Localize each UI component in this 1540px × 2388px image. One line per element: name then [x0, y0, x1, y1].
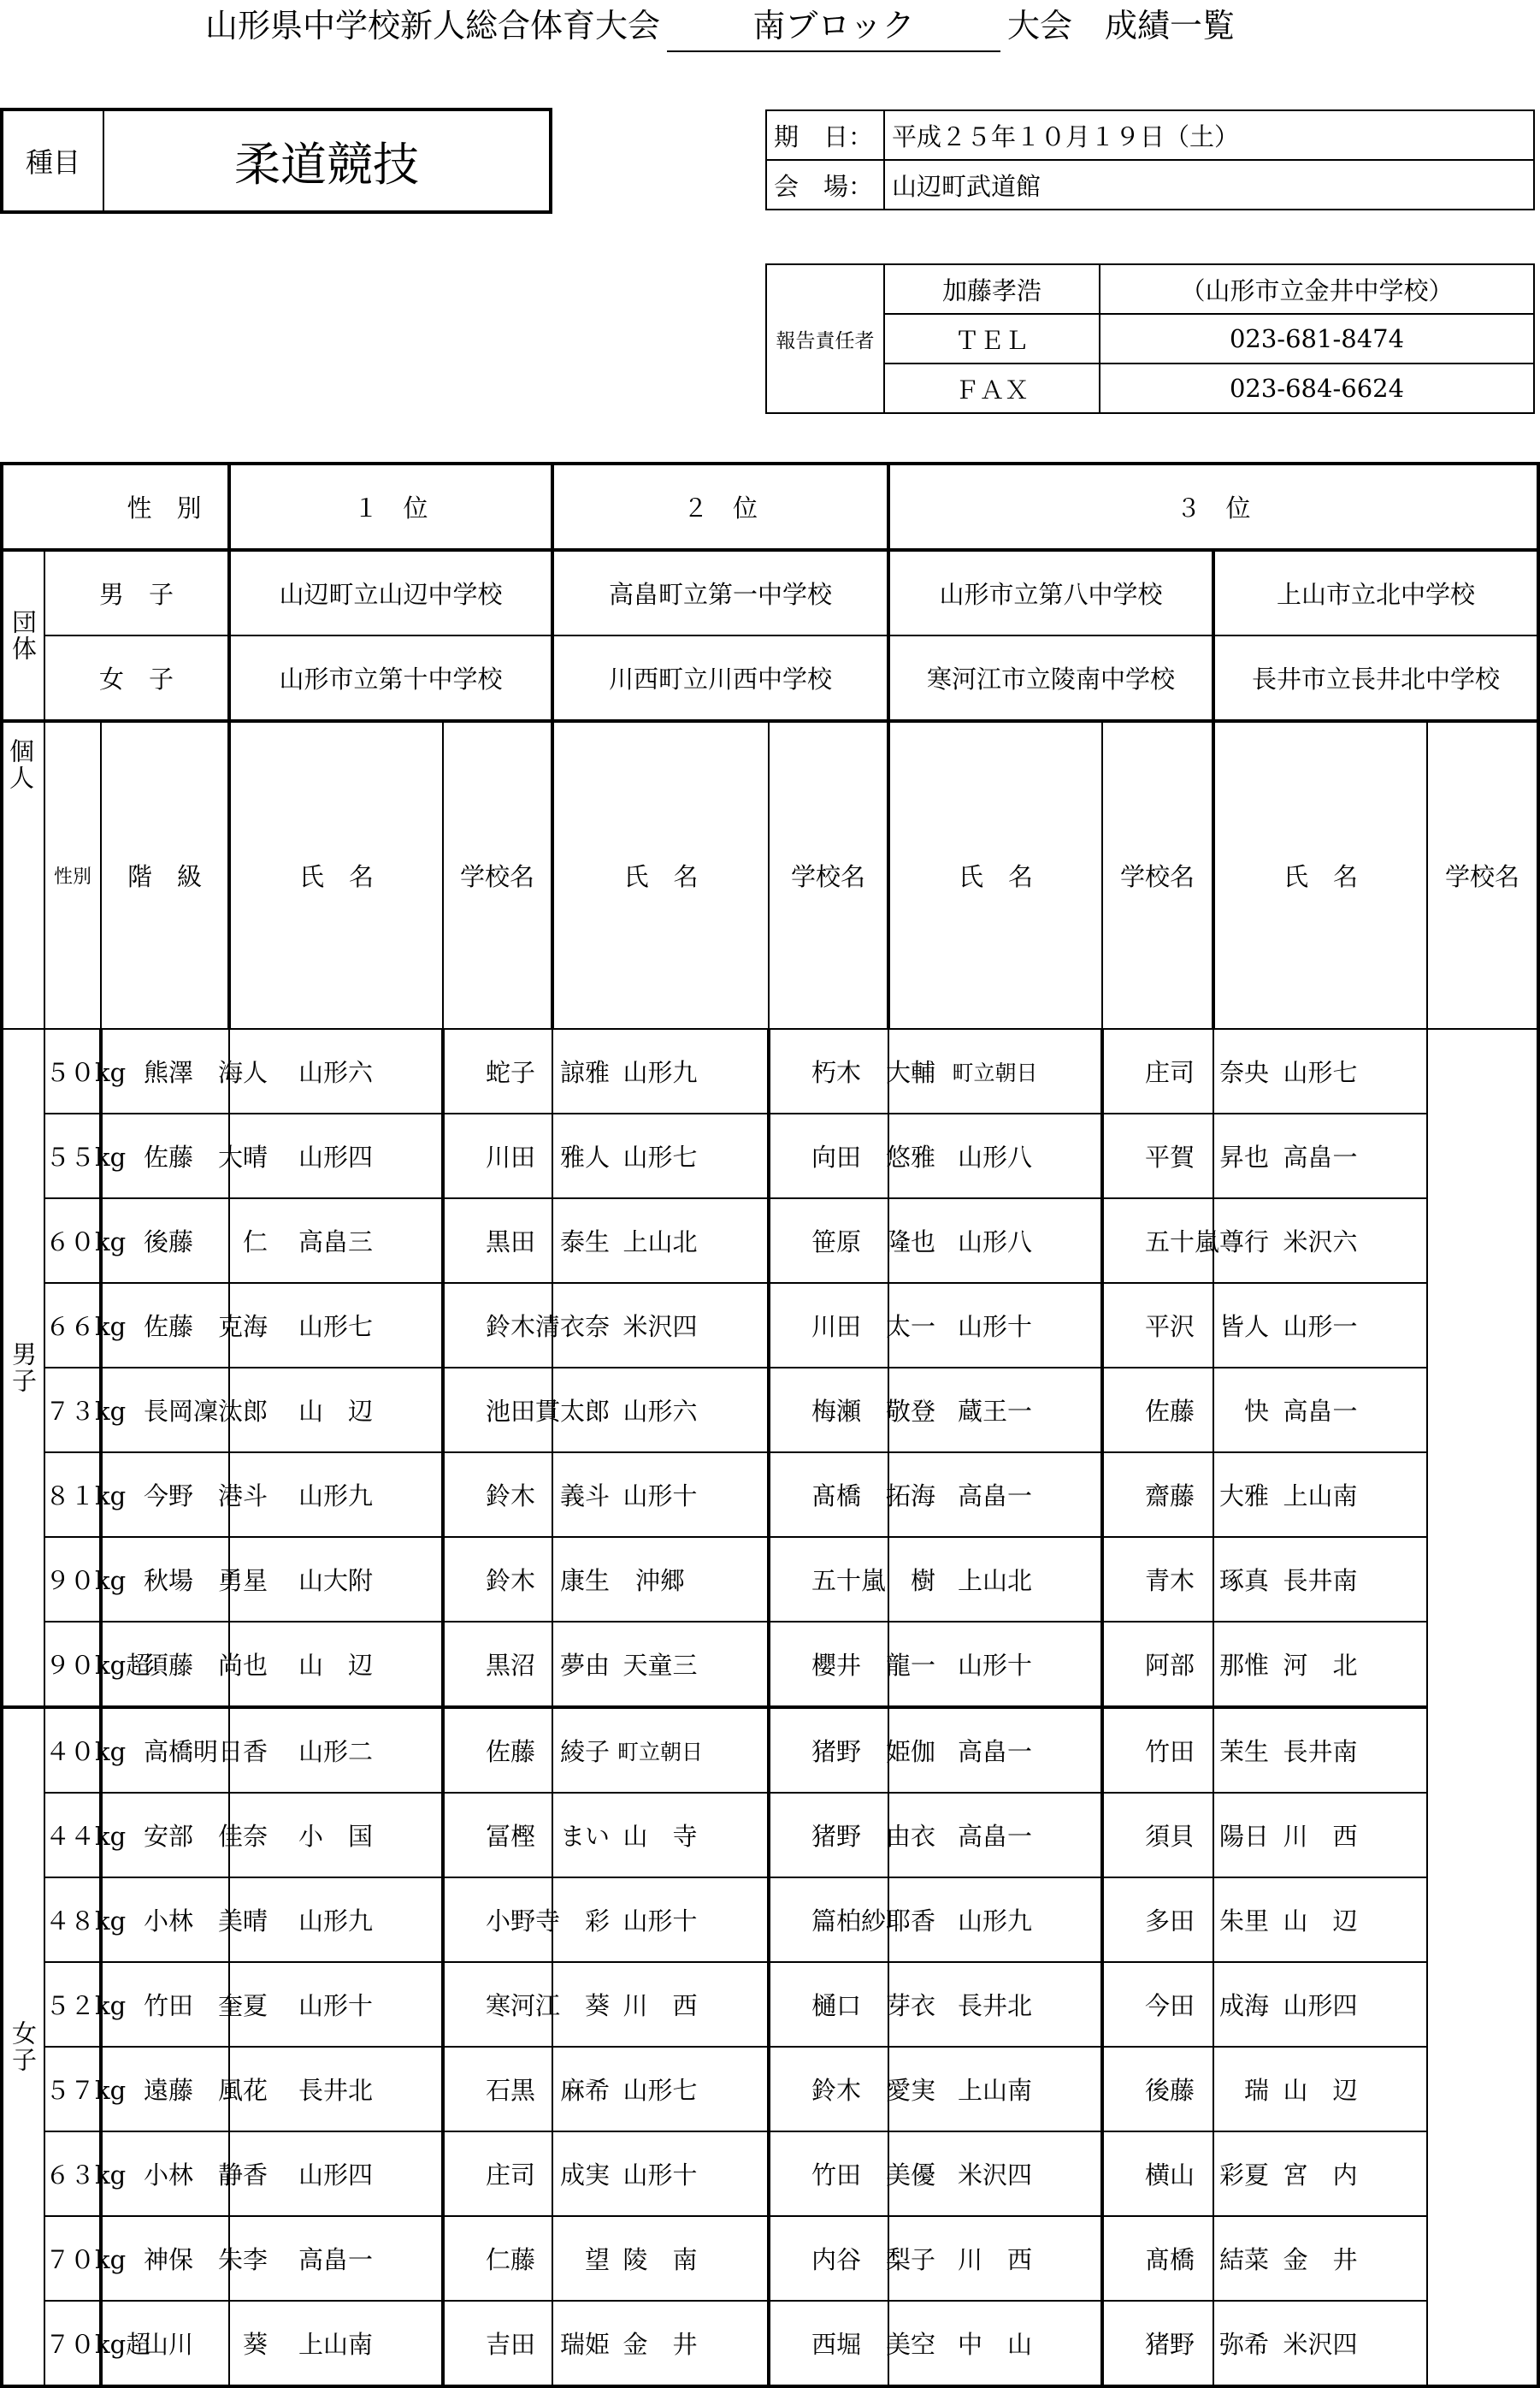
athlete-school: 山形十	[229, 1962, 443, 2047]
athlete-school: 山形十	[552, 2131, 769, 2216]
weight-class: ４０kg	[44, 1707, 101, 1793]
athlete-name: 高橋明日香	[101, 1707, 229, 1793]
reporter-label: 報告責任者	[766, 264, 884, 413]
weight-class: ７３kg	[44, 1368, 101, 1452]
result-row	[2, 1452, 1538, 1537]
athlete-name: 鈴木清衣奈	[443, 1283, 552, 1368]
athlete-name: 内谷 梨子	[769, 2216, 888, 2301]
individual-label: 個人	[2, 721, 44, 1029]
tel-number: 023-681-8474	[1100, 314, 1534, 364]
athlete-school: 宮 内	[1213, 2131, 1427, 2216]
title-block: 南ブロック	[667, 1, 1000, 52]
athlete-name: 蛇子 諒雅	[443, 1029, 552, 1114]
athlete-name: 池田貫太郎	[443, 1368, 552, 1452]
col-school-3b: 学校名	[1427, 721, 1538, 1029]
athlete-name: 後藤 瑞	[1102, 2047, 1213, 2131]
athlete-school: 町立朝日	[552, 1707, 769, 1793]
athlete-name: 遠藤 風花	[101, 2047, 229, 2131]
athlete-school: 山形六	[229, 1029, 443, 1114]
athlete-name: 今野 港斗	[101, 1452, 229, 1537]
athlete-school: 山形六	[552, 1368, 769, 1452]
weight-class: ９０kg	[44, 1537, 101, 1622]
athlete-school: 上山南	[888, 2047, 1102, 2131]
athlete-name: 阿部 那惟	[1102, 1622, 1213, 1707]
col-name-3b: 氏 名	[1213, 721, 1427, 1029]
weight-class: ５７kg	[44, 2047, 101, 2131]
athlete-school: 山形四	[229, 2131, 443, 2216]
athlete-school: 米沢四	[888, 2131, 1102, 2216]
athlete-name: 青木 琢真	[1102, 1537, 1213, 1622]
header-second: ２ 位	[552, 464, 888, 550]
col-school-3a: 学校名	[1102, 721, 1213, 1029]
weight-class: ６０kg	[44, 1198, 101, 1283]
athlete-name: 朽木 大輔	[769, 1029, 888, 1114]
athlete-name: 笹原 隆也	[769, 1198, 888, 1283]
event-value: 柔道競技	[234, 137, 419, 192]
result-row	[2, 1029, 1538, 1114]
athlete-school: 高畠一	[1213, 1114, 1427, 1198]
team-girls-3a: 寒河江市立陵南中学校	[888, 635, 1213, 721]
team-girls-label: 女 子	[44, 635, 229, 721]
athlete-name: 篇柏紗耶香	[769, 1877, 888, 1962]
athlete-school: 山形十	[552, 1452, 769, 1537]
athlete-school: 長井北	[888, 1962, 1102, 2047]
athlete-name: 熊澤 海人	[101, 1029, 229, 1114]
athlete-name: 鈴木 義斗	[443, 1452, 552, 1537]
reporter-box	[765, 263, 1535, 414]
venue-label: 会 場：	[766, 160, 884, 210]
athlete-name: 庄司 成実	[443, 2131, 552, 2216]
fax-label: ＦＡＸ	[884, 364, 1100, 413]
result-row	[2, 1198, 1538, 1283]
athlete-name: 佐藤 快	[1102, 1368, 1213, 1452]
athlete-name: 鈴木 康生	[443, 1537, 552, 1622]
girls-gender-label: 女子	[2, 1707, 44, 2386]
athlete-school: 山 辺	[229, 1622, 443, 1707]
weight-class: ５５kg	[44, 1114, 101, 1198]
athlete-name: 神保 朱李	[101, 2216, 229, 2301]
athlete-school: 米沢四	[552, 1283, 769, 1368]
athlete-school: 上山南	[1213, 1452, 1427, 1537]
col-name-2: 氏 名	[552, 721, 769, 1029]
athlete-school: 山形七	[1213, 1029, 1427, 1114]
athlete-school: 長井北	[229, 2047, 443, 2131]
page-title	[205, 0, 1402, 51]
weight-class: ６３kg	[44, 2131, 101, 2216]
athlete-name: 後藤 仁	[101, 1198, 229, 1283]
event-label: 種目	[3, 111, 103, 210]
result-row	[2, 2131, 1538, 2216]
athlete-school: 天童三	[552, 1622, 769, 1707]
athlete-name: 櫻井 龍一	[769, 1622, 888, 1707]
athlete-school: 山 辺	[229, 1368, 443, 1452]
col-name-3a: 氏 名	[888, 721, 1102, 1029]
athlete-school: 金 井	[1213, 2216, 1427, 2301]
info-box	[765, 109, 1535, 210]
team-girls-2: 川西町立川西中学校	[552, 635, 888, 721]
athlete-school: 高畠一	[229, 2216, 443, 2301]
tel-label: ＴＥＬ	[884, 314, 1100, 364]
athlete-school: 町立朝日	[888, 1029, 1102, 1114]
athlete-name: 鈴木 愛実	[769, 2047, 888, 2131]
team-boys-1: 山辺町立山辺中学校	[229, 550, 552, 635]
athlete-name: 佐藤 大晴	[101, 1114, 229, 1198]
athlete-school: 山形八	[888, 1114, 1102, 1198]
team-label: 団体	[2, 550, 44, 721]
athlete-school: 山形九	[552, 1029, 769, 1114]
athlete-name: 今田 成海	[1102, 1962, 1213, 2047]
team-boys-label: 男 子	[44, 550, 229, 635]
athlete-name: 猪野 姫伽	[769, 1707, 888, 1793]
athlete-name: 小林 静香	[101, 2131, 229, 2216]
athlete-name: 猪野 弥希	[1102, 2301, 1213, 2386]
venue-value: 山辺町武道館	[884, 160, 1534, 210]
athlete-name: 横山 彩夏	[1102, 2131, 1213, 2216]
results-table	[0, 462, 1537, 2359]
team-boys-2: 高畠町立第一中学校	[552, 550, 888, 635]
athlete-school: 陵 南	[552, 2216, 769, 2301]
athlete-school: 高畠三	[229, 1198, 443, 1283]
athlete-name: 竹田 茉生	[1102, 1707, 1213, 1793]
athlete-name: 向田 悠雅	[769, 1114, 888, 1198]
athlete-name: 小野寺 彩	[443, 1877, 552, 1962]
athlete-school: 山 寺	[552, 1793, 769, 1877]
athlete-school: 山形十	[552, 1877, 769, 1962]
title-suffix: 大会 成績一覧	[1007, 7, 1236, 44]
result-row	[2, 1877, 1538, 1962]
athlete-school: 中 山	[888, 2301, 1102, 2386]
result-row	[2, 1368, 1538, 1452]
reporter-school: （山形市立金井中学校）	[1100, 264, 1534, 314]
athlete-name: 佐藤 克海	[101, 1283, 229, 1368]
weight-class: ７０kg超	[44, 2301, 101, 2386]
result-row	[2, 1707, 1538, 1793]
fax-number: 023-684-6624	[1100, 364, 1534, 413]
athlete-name: 竹田 奎夏	[101, 1962, 229, 2047]
athlete-school: 山形七	[229, 1283, 443, 1368]
athlete-school: 山形一	[1213, 1283, 1427, 1368]
athlete-school: 米沢四	[1213, 2301, 1427, 2386]
weight-class: ５２kg	[44, 1962, 101, 2047]
result-row	[2, 2047, 1538, 2131]
athlete-school: 山形九	[229, 1452, 443, 1537]
date-value: 平成２５年１０月１９日（土）	[884, 110, 1534, 160]
team-boys-3b: 上山市立北中学校	[1213, 550, 1538, 635]
result-row	[2, 2216, 1538, 2301]
athlete-name: 平賀 昇也	[1102, 1114, 1213, 1198]
athlete-school: 長井南	[1213, 1707, 1427, 1793]
athlete-name: 小林 美晴	[101, 1877, 229, 1962]
athlete-name: 西堀 美空	[769, 2301, 888, 2386]
col-school-1: 学校名	[443, 721, 552, 1029]
athlete-school: 山 辺	[1213, 2047, 1427, 2131]
athlete-name: 川田 雅人	[443, 1114, 552, 1198]
athlete-name: 須藤 尚也	[101, 1622, 229, 1707]
athlete-name: 五十嵐 樹	[769, 1537, 888, 1622]
reporter-name: 加藤孝浩	[884, 264, 1100, 314]
athlete-name: 猪野 由衣	[769, 1793, 888, 1877]
athlete-name: 庄司 奈央	[1102, 1029, 1213, 1114]
athlete-school: 川 西	[552, 1962, 769, 2047]
result-row	[2, 1537, 1538, 1622]
boys-gender-label: 男子	[2, 1029, 44, 1707]
athlete-school: 高畠一	[888, 1793, 1102, 1877]
athlete-name: 五十嵐尊行	[1102, 1198, 1213, 1283]
athlete-name: 佐藤 綾子	[443, 1707, 552, 1793]
athlete-school: 上山北	[888, 1537, 1102, 1622]
athlete-school: 高畠一	[888, 1452, 1102, 1537]
athlete-school: 上山南	[229, 2301, 443, 2386]
col-gender: 性別	[44, 721, 101, 1029]
athlete-name: 平沢 皆人	[1102, 1283, 1213, 1368]
athlete-name: 多田 朱里	[1102, 1877, 1213, 1962]
team-girls-1: 山形市立第十中学校	[229, 635, 552, 721]
weight-class: ４４kg	[44, 1793, 101, 1877]
athlete-name: 竹田 美優	[769, 2131, 888, 2216]
weight-class: ６６kg	[44, 1283, 101, 1368]
athlete-school: 米沢六	[1213, 1198, 1427, 1283]
athlete-school: 山 辺	[1213, 1877, 1427, 1962]
weight-class: ４８kg	[44, 1877, 101, 1962]
event-box	[0, 108, 552, 214]
athlete-name: 髙橋 結菜	[1102, 2216, 1213, 2301]
col-school-2: 学校名	[769, 721, 888, 1029]
athlete-school: 山形七	[552, 2047, 769, 2131]
athlete-school: 金 井	[552, 2301, 769, 2386]
athlete-school: 山形二	[229, 1707, 443, 1793]
athlete-name: 安部 佳奈	[101, 1793, 229, 1877]
athlete-name: 仁藤 望	[443, 2216, 552, 2301]
col-name-1: 氏 名	[229, 721, 443, 1029]
weight-class: ５０kg	[44, 1029, 101, 1114]
athlete-school: 蔵王一	[888, 1368, 1102, 1452]
result-row	[2, 1114, 1538, 1198]
athlete-school: 川 西	[888, 2216, 1102, 2301]
col-class: 階 級	[101, 721, 229, 1029]
team-boys-3a: 山形市立第八中学校	[888, 550, 1213, 635]
athlete-name: 石黒 麻希	[443, 2047, 552, 2131]
weight-class: ９０kg超	[44, 1622, 101, 1707]
athlete-name: 寒河江 葵	[443, 1962, 552, 2047]
athlete-name: 樋口 芽衣	[769, 1962, 888, 2047]
athlete-name: 吉田 瑞姫	[443, 2301, 552, 2386]
athlete-school: 山形八	[888, 1198, 1102, 1283]
header-gender: 性 別	[101, 464, 229, 550]
athlete-school: 山形七	[552, 1114, 769, 1198]
header-third: ３ 位	[888, 464, 1538, 550]
athlete-school: 沖郷	[552, 1537, 769, 1622]
athlete-school: 長井南	[1213, 1537, 1427, 1622]
athlete-school: 高畠一	[1213, 1368, 1427, 1452]
header-first: １ 位	[229, 464, 552, 550]
title-main: 山形県中学校新人総合体育大会	[205, 7, 661, 44]
athlete-school: 川 西	[1213, 1793, 1427, 1877]
athlete-name: 黒沼 夢由	[443, 1622, 552, 1707]
athlete-name: 冨樫 まい	[443, 1793, 552, 1877]
result-row	[2, 1283, 1538, 1368]
team-girls-3b: 長井市立長井北中学校	[1213, 635, 1538, 721]
athlete-name: 川田 太一	[769, 1283, 888, 1368]
athlete-school: 山形十	[888, 1283, 1102, 1368]
athlete-name: 髙橋 拓海	[769, 1452, 888, 1537]
athlete-school: 山形四	[1213, 1962, 1427, 2047]
athlete-school: 山形十	[888, 1622, 1102, 1707]
athlete-school: 上山北	[552, 1198, 769, 1283]
athlete-name: 齋藤 大雅	[1102, 1452, 1213, 1537]
athlete-name: 梅瀬 敬登	[769, 1368, 888, 1452]
result-row	[2, 1793, 1538, 1877]
athlete-school: 山大附	[229, 1537, 443, 1622]
athlete-school: 小 国	[229, 1793, 443, 1877]
athlete-school: 山形九	[888, 1877, 1102, 1962]
result-row	[2, 1962, 1538, 2047]
athlete-name: 長岡凜汰郎	[101, 1368, 229, 1452]
weight-class: ７０kg	[44, 2216, 101, 2301]
athlete-school: 高畠一	[888, 1707, 1102, 1793]
date-label: 期 日：	[766, 110, 884, 160]
athlete-name: 山川 葵	[101, 2301, 229, 2386]
result-row	[2, 2301, 1538, 2386]
weight-class: ８１kg	[44, 1452, 101, 1537]
athlete-school: 山形九	[229, 1877, 443, 1962]
athlete-school: 河 北	[1213, 1622, 1427, 1707]
athlete-name: 黒田 泰生	[443, 1198, 552, 1283]
athlete-name: 秋場 勇星	[101, 1537, 229, 1622]
athlete-school: 山形四	[229, 1114, 443, 1198]
result-row	[2, 1622, 1538, 1707]
athlete-name: 須貝 陽日	[1102, 1793, 1213, 1877]
